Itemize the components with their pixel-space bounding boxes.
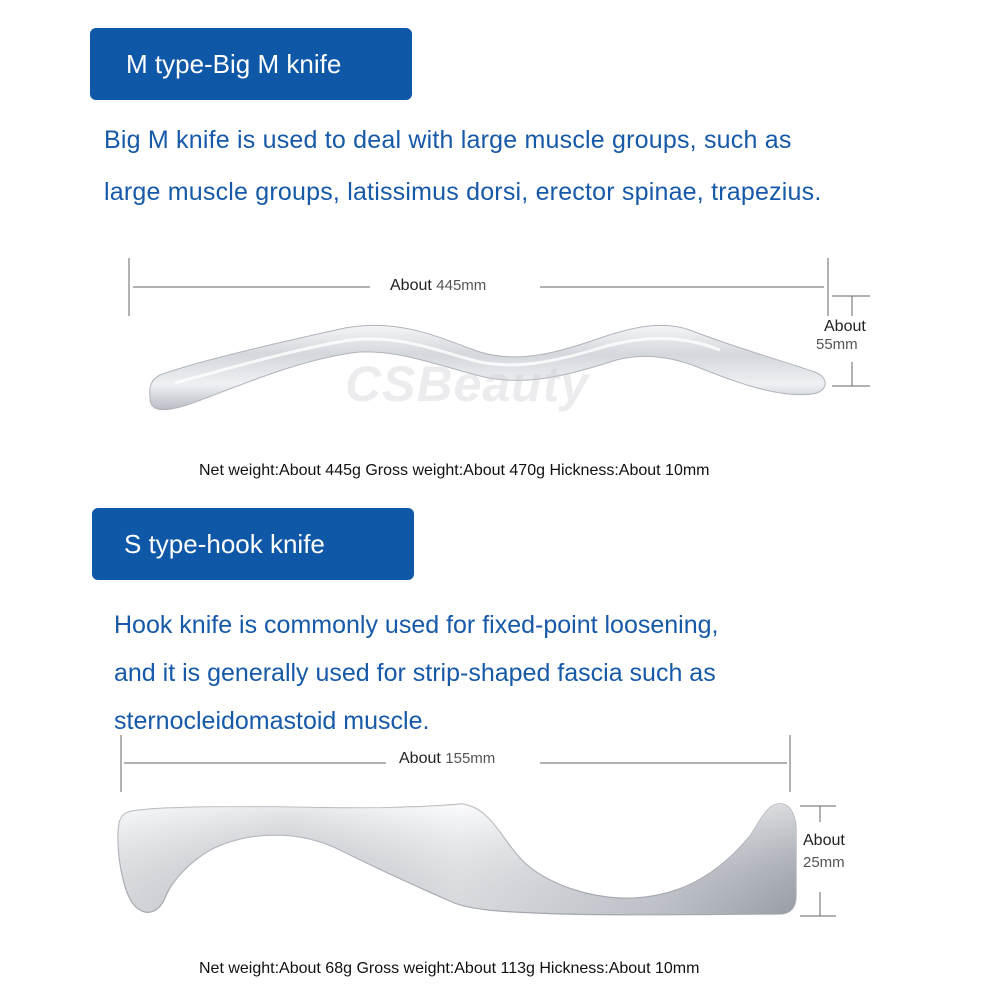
label-value: 155mm xyxy=(445,750,496,767)
watermark-logo: CSBeauty xyxy=(345,356,590,412)
specs-m-knife: Net weight:About 445g Gross weight:About 470g Hickness:About 10mm xyxy=(199,462,710,479)
section-tag-label: M type-Big M knife xyxy=(126,48,342,79)
description-line: Hook knife is commonly used for fixed-point loosening, xyxy=(114,611,719,639)
section-tag-label: S type-hook knife xyxy=(124,528,325,559)
height-label-hook-knife xyxy=(803,830,845,874)
hook-knife-shading xyxy=(118,804,796,915)
label-prefix: About xyxy=(824,318,866,335)
label-value: 55mm xyxy=(816,336,858,353)
description-hook-knife xyxy=(114,601,718,745)
label-value: 445mm xyxy=(436,277,487,294)
label-value: 25mm xyxy=(803,854,845,871)
height-label-m-knife xyxy=(816,318,866,354)
description-line: and it is generally used for strip-shaped fascia such as xyxy=(114,659,716,687)
label-prefix: About xyxy=(390,277,432,294)
description-line: Big M knife is used to deal with large muscle groups, such as xyxy=(104,126,792,154)
label-prefix: About xyxy=(803,832,845,849)
length-label-m-knife xyxy=(390,277,486,295)
section-tag-hook-knife xyxy=(92,508,414,580)
specs-hook-knife: Net weight:About 68g Gross weight:About 113g Hickness:About 10mm xyxy=(199,960,700,977)
description-line: sternocleidomastoid muscle. xyxy=(114,707,430,735)
description-line: large muscle groups, latissimus dorsi, erector spinae, trapezius. xyxy=(104,178,822,206)
length-label-hook-knife xyxy=(399,750,495,768)
label-prefix: About xyxy=(399,750,441,767)
